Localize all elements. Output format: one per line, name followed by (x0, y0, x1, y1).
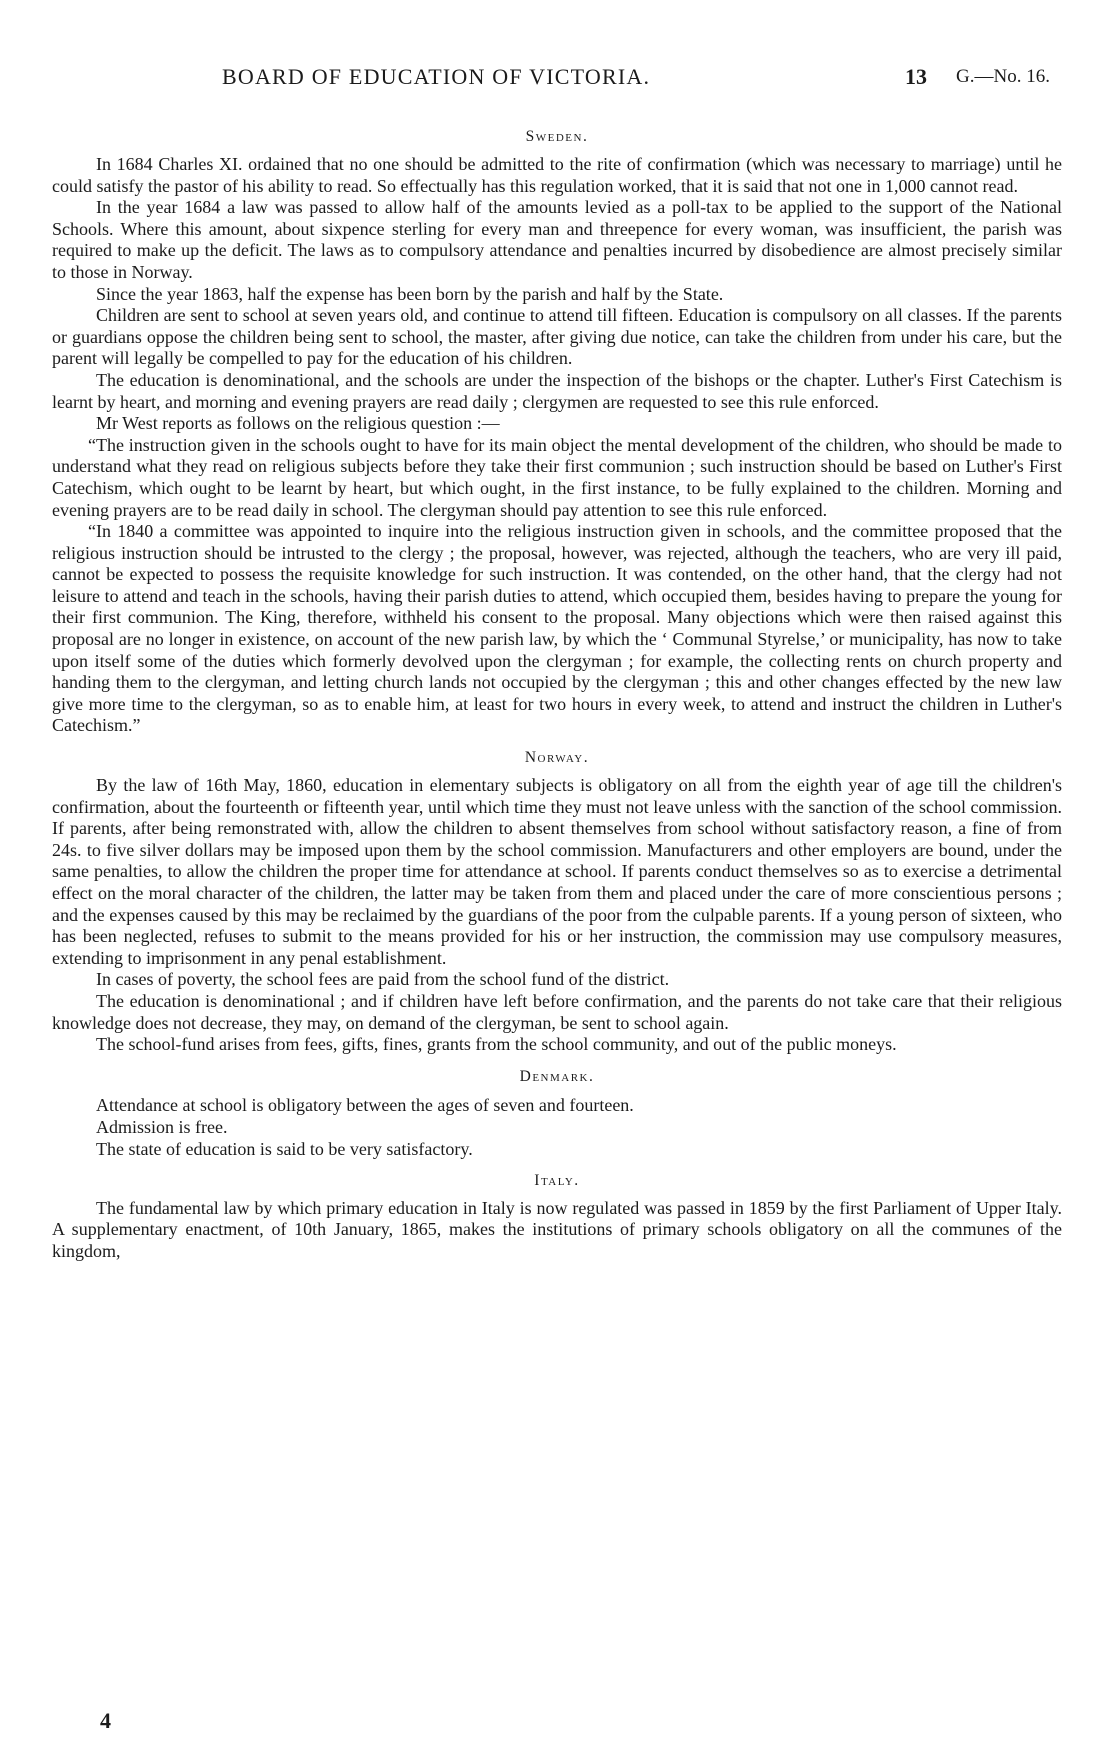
section-heading: Italy. (534, 1171, 580, 1189)
section-heading: Norway. (524, 749, 590, 767)
section-denmark (52, 1066, 1062, 1160)
running-title: BOARD OF EDUCATION OF VICTORIA. (222, 64, 651, 89)
quoted-paragraph: “The instruction given in the schools ought to have for its main object the mental development of the children, who should be made to understand what they read on religious subjects before they take their first communion ; such instruction should be based on Luther's First Catechism, which ought to be learnt by heart, but which ought, in the first instance, to be fully explained to the children. Morning and evening prayers are to be read daily in school. The clergyman should pay attention to see this rule enforced. (52, 434, 1062, 520)
paragraph: In cases of poverty, the school fees are paid from the school fund of the district. (96, 969, 670, 990)
page-number: 13 (905, 64, 927, 89)
page-header (0, 64, 1114, 98)
section-italy (52, 1170, 1062, 1263)
paragraph: In 1684 Charles XI. ordained that no one should be admitted to the rite of confirmation (which was necessary to marriage) until he could satisfy the pastor of his ability to read. So effectually has this regulation worked, that it is said that not one in 1,000 cannot read. (52, 154, 1062, 196)
section-sweden (52, 126, 1062, 737)
paragraph: Admission is free. (96, 1116, 228, 1137)
quoted-paragraph: “In 1840 a committee was appointed to inquire into the religious instruction given in schools, and the committee proposed that the religious instruction should be intrusted to the clergy ; the proposal, however, was rejected, although the teachers, who are very ill paid, cannot be expected to possess the requisite knowledge for such instruction. It was contended, on the other hand, that the clergy had not leisure to attend and teach in the schools, having their parish duties to attend, which occupied them, besides having to prepare the young for their first communion. The King, therefore, withheld his consent to the proposal. Many objections which were then raised against this proposal are no longer in existence, on account of the new parish law, by which the ‘ Communal Styrelse,’ or municipality, has now to take upon itself some of the duties which formerly devolved upon the clergyman ; for example, the collecting rents on church property and handing them to the clergyman, and letting church lands not occupied by the clergyman ; this and other changes effected by the new law give more time to the clergyman, so as to enable him, at least for two hours in every week, to attend and instruct the children in Luther's Catechism.” (52, 521, 1062, 736)
paper-reference: G.—No. 16. (956, 66, 1050, 87)
section-heading: Denmark. (519, 1067, 595, 1085)
paragraph: By the law of 16th May, 1860, education in elementary subjects is obligatory on all from the eighth year of age till the children's confirmation, about the fourteenth or fifteenth year, until which time they must not leave unless with the sanction of the school commission. If parents, after being remonstrated with, allow the children to absent themselves from school without satisfactory reason, a fine of from 24s. to five silver dollars may be imposed upon them by the school commission. Manufacturers and other employers are bound, under the same penalties, to allow the children the proper time for attendance at school. If parents conduct themselves so as to exercise a detrimental effect on the moral character of the children, the latter may be taken from them and placed under the care of more conscientious persons ; and the expenses caused by this may be reclaimed by the guardians of the poor from the culpable parents. If a young person of sixteen, who has been neglected, refuses to submit to the means provided for his or her instruction, the commission may use compulsory measures, extending to imprisonment in any penal establishment. (52, 775, 1062, 968)
page-body (52, 124, 1062, 1273)
paragraph: Attendance at school is obligatory between the ages of seven and fourteen. (96, 1094, 634, 1115)
paragraph: The state of education is said to be very satisfactory. (96, 1138, 473, 1159)
section-heading: Sweden. (525, 128, 589, 145)
paragraph: The school-fund arises from fees, gifts, fines, grants from the school community, and out of the public moneys. (96, 1034, 897, 1055)
paragraph: In the year 1684 a law was passed to allow half of the amounts levied as a poll-tax to be applied to the support of the National Schools. Where this amount, about sixpence sterling for every man and threepence for every woman, was insufficient, the parish was required to make up the deficit. The laws as to compulsory attendance and penalties incurred by disobedience are almost precisely similar to those in Norway. (52, 197, 1062, 282)
paragraph: The education is denominational, and the schools are under the inspection of the bishops or the chapter. Luther's First Catechism is learnt by heart, and morning and evening prayers are read daily ; clergymen are requested to see this rule enforced. (52, 369, 1062, 412)
section-norway (52, 747, 1062, 1056)
paragraph: The education is denominational ; and if children have left before confirmation, and the parents do not take care that their religious knowledge does not decrease, they may, on demand of the clergyman, be sent to school again. (52, 990, 1062, 1033)
paragraph: Mr West reports as follows on the religious question :— (96, 413, 500, 434)
paragraph: Since the year 1863, half the expense has been born by the parish and half by the State. (96, 283, 724, 304)
signature-mark: 4 (100, 1708, 111, 1733)
paragraph: Children are sent to school at seven years old, and continue to attend till fifteen. Education is compulsory on all classes. If the parents or guardians oppose the children being sent to school, the master, after giving due notice, can take the children from under his care, but the parent will legally be compelled to pay for the education of his children. (52, 305, 1062, 369)
paragraph: The fundamental law by which primary education in Italy is now regulated was passed in 1859 by the first Parliament of Upper Italy. A supplementary enactment, of 10th January, 1865, makes the institutions of primary schools obligatory on all the communes of the kingdom, (52, 1197, 1062, 1261)
